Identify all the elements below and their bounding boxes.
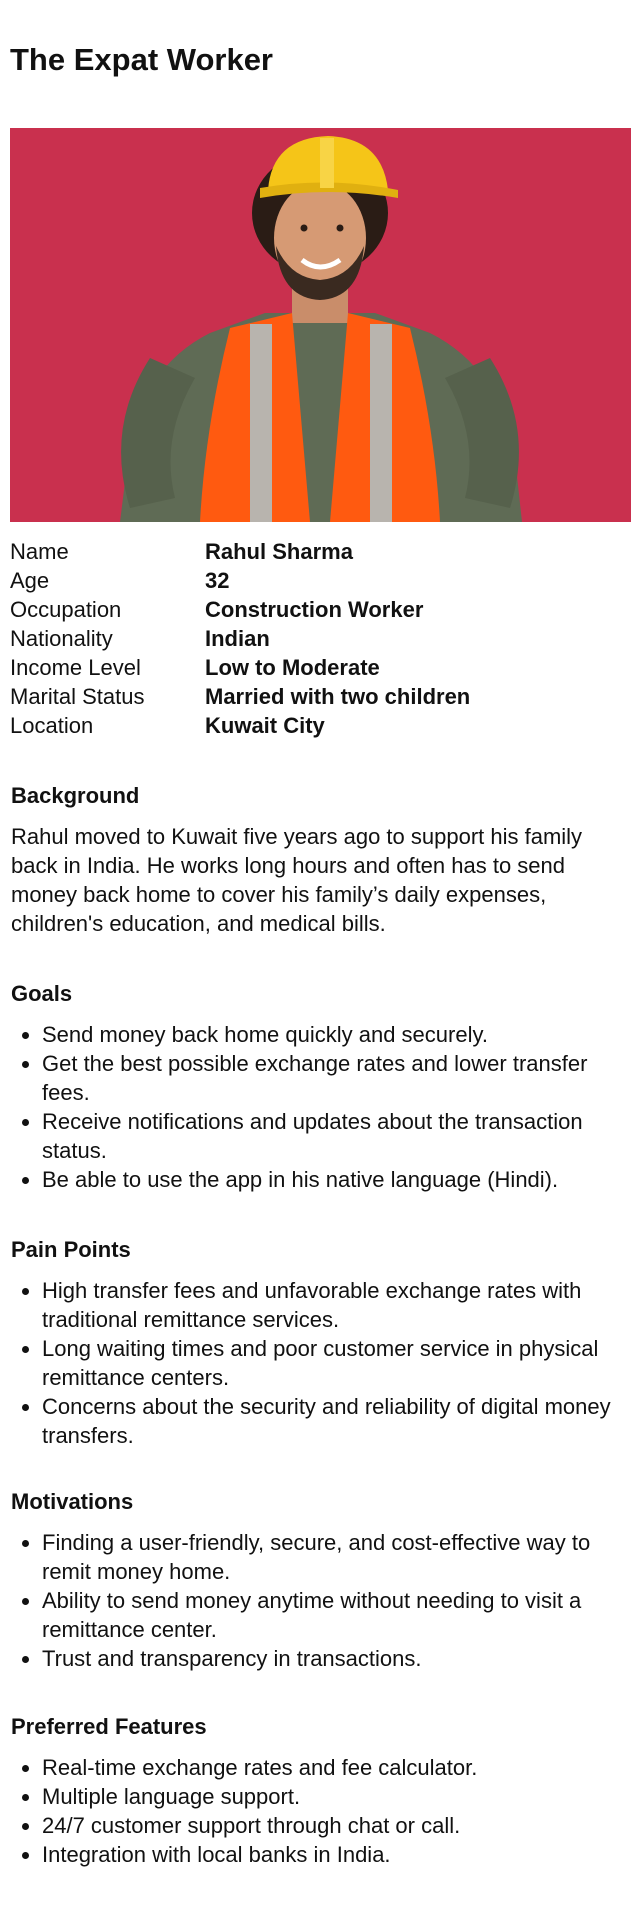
- pain-points-section: [11, 1236, 631, 1450]
- detail-value: Low to Moderate: [205, 655, 380, 680]
- goals-list: [11, 1020, 631, 1194]
- motivations-section: [11, 1488, 631, 1673]
- list-item: • Ability to send money anytime without needing to visit a remittance center.: [42, 1586, 631, 1644]
- detail-value: Construction Worker: [205, 597, 424, 622]
- section-heading: Goals: [11, 981, 73, 1006]
- list-item: • Get the best possible exchange rates and lower transfer fees.: [42, 1049, 631, 1107]
- worker-eye-right: [337, 225, 344, 232]
- list-item: • Long waiting times and poor customer service in physical remittance centers.: [42, 1334, 631, 1392]
- list-item: • Multiple language support.: [42, 1782, 631, 1811]
- detail-label: Location: [10, 713, 94, 738]
- detail-value: Rahul Sharma: [205, 539, 353, 564]
- preferred-features-section: [11, 1713, 631, 1869]
- section-heading: Preferred Features: [11, 1714, 207, 1739]
- detail-label: Name: [10, 539, 69, 564]
- list-item: • Concerns about the security and reliability of digital money transfers.: [42, 1392, 631, 1450]
- worker-eye-left: [301, 225, 308, 232]
- list-item: • High transfer fees and unfavorable exchange rates with traditional remittance services.: [42, 1276, 631, 1334]
- vest-reflective-stripe-right: [370, 324, 392, 522]
- detail-row-marital-status: [10, 682, 630, 711]
- list-item: • Integration with local banks in India.: [42, 1840, 631, 1869]
- detail-label: Income Level: [10, 655, 141, 680]
- detail-label: Nationality: [10, 626, 113, 651]
- detail-row-age: [10, 566, 630, 595]
- detail-label: Occupation: [10, 597, 122, 622]
- pain-points-list: [11, 1276, 631, 1450]
- detail-value: Indian: [205, 626, 270, 651]
- hard-hat-ridge: [320, 138, 334, 188]
- preferred-features-list: [11, 1753, 631, 1869]
- vest-reflective-stripe-left: [250, 324, 272, 522]
- detail-label: Marital Status: [10, 684, 145, 709]
- list-item: • Send money back home quickly and securely.: [42, 1020, 631, 1049]
- persona-details: [10, 537, 630, 740]
- list-item: • Trust and transparency in transactions.: [42, 1644, 631, 1673]
- goals-section: [11, 980, 631, 1194]
- detail-value: Married with two children: [205, 684, 471, 709]
- list-item: • Real-time exchange rates and fee calculator.: [42, 1753, 631, 1782]
- section-heading: Background: [11, 783, 140, 808]
- section-heading: Pain Points: [11, 1237, 131, 1262]
- detail-value: Kuwait City: [205, 713, 325, 738]
- persona-photo: [10, 128, 631, 522]
- detail-row-name: [10, 537, 630, 566]
- detail-row-nationality: [10, 624, 630, 653]
- detail-row-location: [10, 711, 630, 740]
- list-item: • 24/7 customer support through chat or call.: [42, 1811, 631, 1840]
- motivations-list: [11, 1528, 631, 1673]
- background-section: [11, 782, 631, 938]
- detail-value: 32: [205, 568, 230, 593]
- list-item: • Be able to use the app in his native language (Hindi).: [42, 1165, 631, 1194]
- background-text: Rahul moved to Kuwait five years ago to support his family back in India. He works long hours and often has to send money back home to cover his family’s daily expenses, children's education, and medical bills.: [11, 824, 583, 936]
- detail-label: Age: [10, 568, 50, 593]
- page-title: The Expat Worker: [10, 42, 274, 77]
- section-heading: Motivations: [11, 1489, 134, 1514]
- detail-row-income-level: [10, 653, 630, 682]
- construction-worker-illustration: [10, 128, 631, 522]
- list-item: • Finding a user-friendly, secure, and cost-effective way to remit money home.: [42, 1528, 631, 1586]
- list-item: • Receive notifications and updates about the transaction status.: [42, 1107, 631, 1165]
- detail-row-occupation: [10, 595, 630, 624]
